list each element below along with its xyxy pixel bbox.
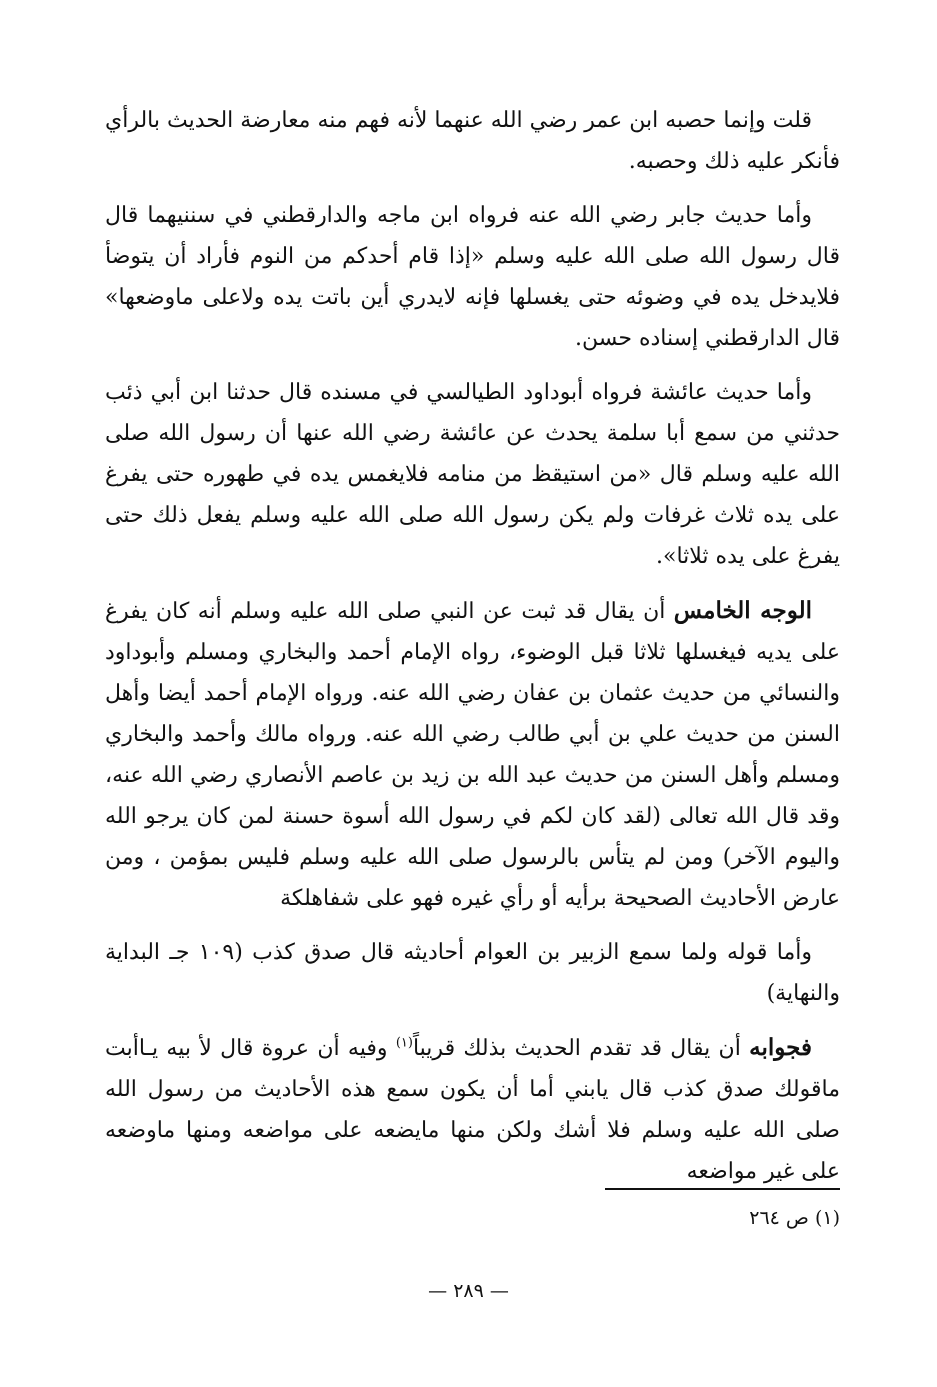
paragraph-3 [105,372,840,577]
page-number: — ٢٨٩ — [428,1280,509,1302]
paragraph-5 [105,932,840,1014]
paragraph-3-text: وأما حديث عائشة فرواه أبوداود الطيالسي في مسنده قال حدثنا ابن أبي ذئب حدثني من سمع أبا سلمة يحدث عن عائشة رضي الله عنها أن رسول الله صلى الله عليه وسلم قال «من استيقظ من منامه فلايغمس يده في طهوره حتى يفرغ على يده ثلاث غرفات ولم يكن رسول الله صلى الله عليه وسلم يفعل ذلك حتى يفرغ على يده ثلاثا». [105,380,840,569]
paragraph-4-text: أن يقال قد ثبت عن النبي صلى الله عليه وسلم أنه كان يفرغ على يديه فيغسلها ثلاثا قبل الوضوء، رواه الإمام أحمد والبخاري ومسلم وأبوداود والنسائي من حديث عثمان بن عفان رضي الله عنه. ورواه الإمام أحمد أيضا وأهل السنن من حديث علي بن أبي طالب رضي الله عنه. ورواه مالك وأحمد والبخاري ومسلم وأهل السنن من حديث عبد الله بن زيد بن عاصم الأنصاري رضي الله عنه، وقد قال الله تعالى (لقد كان لكم في رسول الله أسوة حسنة لمن كان يرجو الله واليوم الآخر) ومن لم يتأس بالرسول صلى الله عليه وسلم فليس بمؤمن ، ومن عارض الأحاديث الصحيحة برأيه أو رأي غيره فهو على شفاهلكة [105,599,840,911]
paragraph-2-text: وأما حديث جابر رضي الله عنه فرواه ابن ماجه والدارقطني في سننيهما قال قال رسول الله صلى الله عليه وسلم «إذا قام أحدكم من النوم فأراد أن يتوضأ فلايدخل يده في وضوئه حتى يغسلها فإنه لايدري أين باتت يده ولاعلى ماوضعها» قال الدارقطني إسناده حسن. [105,203,840,351]
paragraph-4-heading: الوجه الخامس [673,597,812,624]
footnote: (١) ص ٢٦٤ [749,1207,840,1229]
paragraph-4 [105,590,840,919]
paragraph-6-text-before-ref: أن يقال قد تقدم الحديث بذلك قريباً [412,1036,750,1061]
paragraph-6-text: وفيه أن عروة قال لأ بيه يـاأبت ماقولك صدق كذب قال يابني أما أن يكون سمع هذه الأحاديث من رسول الله صلى الله عليه وسلم فلا أشك ولكن منها مايضعه على مواضعه ومنها ماوضعه على غير مواضعه [105,1036,840,1184]
paragraph-5-text: وأما قوله ولما سمع الزبير بن العوام أحاديثه قال صدق كذب (١٠٩ جـ البداية والنهاية) [105,940,840,1006]
footnote-reference[interactable]: (١) [395,1035,413,1051]
paragraph-1-text: قلت وإنما حصبه ابن عمر رضي الله عنهما لأنه فهم منه معارضة الحديث بالرأي فأنكر عليه ذلك وحصبه. [104,108,840,174]
body-text [105,100,840,1192]
paragraph-6-heading: فجوابه [749,1034,812,1061]
paragraph-6 [105,1027,840,1192]
paragraph-2 [105,195,840,359]
footnote-divider [605,1188,840,1190]
paragraph-1 [105,100,840,182]
